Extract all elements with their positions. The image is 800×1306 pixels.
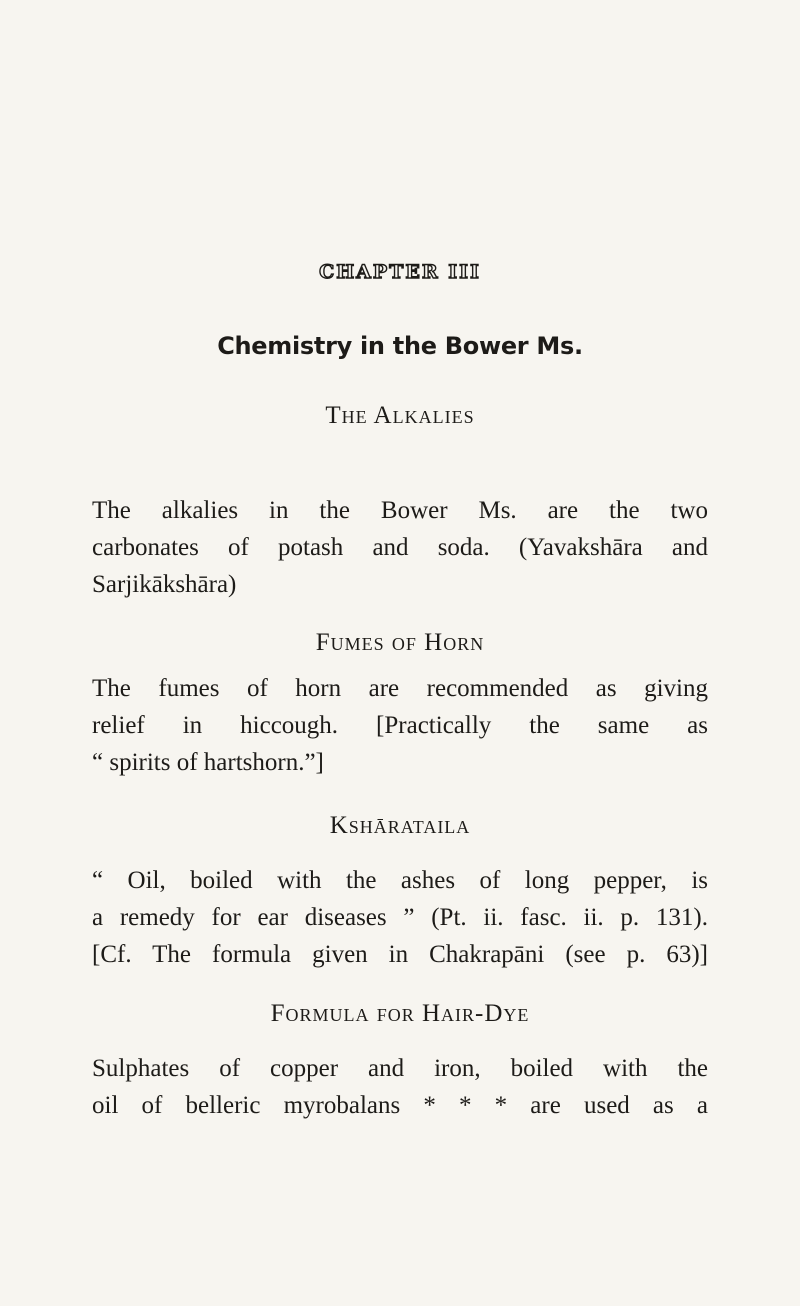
text-line: Sarjikākshāra) [92,571,237,598]
text-line: The alkalies in the Bower Ms. are the two [92,497,708,524]
text-line: a remedy for ear diseases ” (Pt. ii. fasc. ii. p. 131). [92,904,708,931]
text-line: carbonates of potash and soda. (Yavakshāra and [92,534,708,561]
section-heading-hair-dye: Formula for Hair-Dye [270,1000,530,1027]
section-body-hair-dye [92,1050,708,1124]
section-heading-alkalies: The Alkalies [325,402,475,429]
text-line: relief in hiccough. [Practically the same as [92,712,708,739]
text-line: Sulphates of copper and iron, boiled with the [92,1055,708,1082]
section-body-fumes-of-horn [92,670,708,781]
chapter-label: CHAPTER III [319,261,481,283]
text-line: [Cf. The formula given in Chakrapāni (see p. 63)] [92,941,708,968]
text-line: oil of belleric myrobalans * * * are used as a [92,1092,708,1119]
text-line: “ Oil, boiled with the ashes of long pepper, is [92,867,708,894]
text-line: “ spirits of hartshorn.”] [92,749,324,776]
section-heading-ksharataila: Kshārataila [329,812,471,839]
section-body-ksharataila [92,862,708,973]
text-line: The fumes of horn are recommended as giving [92,675,708,702]
section-heading-fumes-of-horn: Fumes of Horn [315,629,485,656]
section-body-alkalies [92,492,708,603]
page-title: Chemistry in the Bower Ms. [217,332,583,360]
